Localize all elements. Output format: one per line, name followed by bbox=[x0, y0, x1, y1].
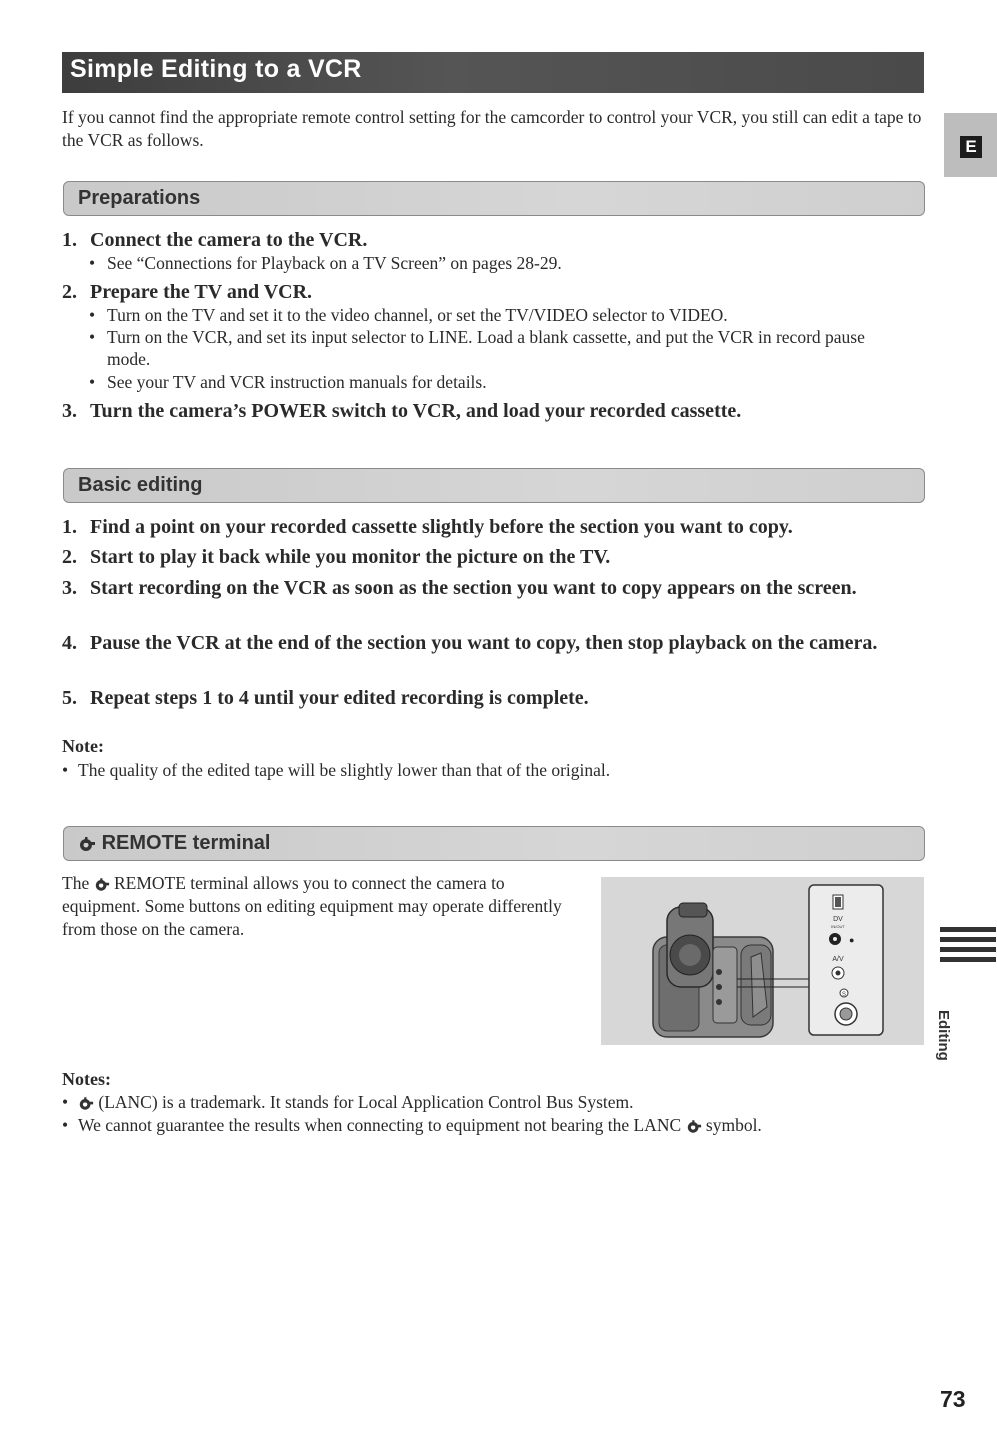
page-title-bar bbox=[62, 52, 924, 93]
notes-heading: Notes: bbox=[62, 1069, 111, 1089]
note-heading: Note: bbox=[62, 736, 104, 756]
prep-step-2-bullet-1: • Turn on the TV and set it to the video channel, or set the TV/VIDEO selector to VIDEO. bbox=[89, 305, 728, 325]
av-jack-label: A/V bbox=[832, 956, 844, 963]
notes-item-2: • We cannot guarantee the results when connecting to equipment not bearing the LANC symbol. bbox=[62, 1115, 762, 1135]
lanc-icon bbox=[94, 877, 110, 892]
chapter-side-label: Editing bbox=[935, 1010, 952, 1061]
preparations-title: Preparations bbox=[78, 187, 201, 209]
notes-item-1: • (LANC) is a trademark. It stands for Local Application Control Bus System. bbox=[62, 1092, 634, 1112]
page-title: Simple Editing to a VCR bbox=[70, 55, 362, 83]
dv-jack-sublabel: IN/OUT bbox=[831, 924, 845, 929]
intro-paragraph: If you cannot find the appropriate remote control setting for the camcorder to control your VCR, you still can edit a tape to the VCR as follows. bbox=[62, 107, 922, 150]
camera-drawing bbox=[601, 877, 924, 1045]
s-jack-label: S bbox=[841, 992, 847, 998]
remote-title: REMOTE terminal bbox=[78, 832, 270, 855]
edit-step-2: 2. Start to play it back while you monitor the picture on the TV. bbox=[62, 546, 611, 568]
page-number: 73 bbox=[940, 1386, 966, 1412]
section-tab-letter: E bbox=[960, 136, 982, 158]
prep-step-1: 1. Connect the camera to the VCR. bbox=[62, 229, 368, 251]
edit-step-3: 3. Start recording on the VCR as soon as the section you want to copy appears on the screen. bbox=[62, 577, 857, 599]
prep-step-2-bullet-3: • See your TV and VCR instruction manuals for details. bbox=[89, 372, 487, 392]
edit-step-4: 4. Pause the VCR at the end of the section you want to copy, then stop playback on the camera. bbox=[62, 632, 878, 654]
prep-step-3: 3. Turn the camera’s POWER switch to VCR, and load your recorded cassette. bbox=[62, 400, 742, 422]
remote-header bbox=[63, 826, 925, 861]
preparations-header bbox=[63, 181, 925, 216]
lanc-icon bbox=[686, 1119, 702, 1134]
remote-paragraph: The REMOTE terminal allows you to connect the camera to equipment. Some buttons on editing equipment may operate differently from those on the camera. bbox=[62, 873, 562, 939]
svg-text:●: ● bbox=[849, 935, 855, 945]
note-item: • The quality of the edited tape will be slightly lower than that of the original. bbox=[62, 760, 611, 780]
basic-editing-header bbox=[63, 468, 925, 503]
edit-step-5: 5. Repeat steps 1 to 4 until your edited recording is complete. bbox=[62, 687, 589, 709]
prep-step-1-bullet: • See “Connections for Playback on a TV Screen” on pages 28-29. bbox=[89, 253, 562, 273]
edit-step-1: 1. Find a point on your recorded cassette slightly before the section you want to copy. bbox=[62, 516, 793, 538]
camera-terminal-illustration bbox=[601, 877, 924, 1045]
lanc-icon bbox=[78, 836, 96, 852]
basic-editing-title: Basic editing bbox=[78, 474, 203, 496]
section-tab bbox=[944, 113, 997, 177]
prep-step-2-bullet-2: • Turn on the VCR, and set its input selector to LINE. Load a blank cassette, and put the VCR in record pause mode. bbox=[89, 327, 865, 369]
prep-step-2: 2. Prepare the TV and VCR. bbox=[62, 281, 313, 303]
chapter-marker-bars bbox=[940, 925, 996, 965]
dv-jack-label: DV bbox=[833, 916, 843, 923]
lanc-icon bbox=[78, 1096, 94, 1111]
